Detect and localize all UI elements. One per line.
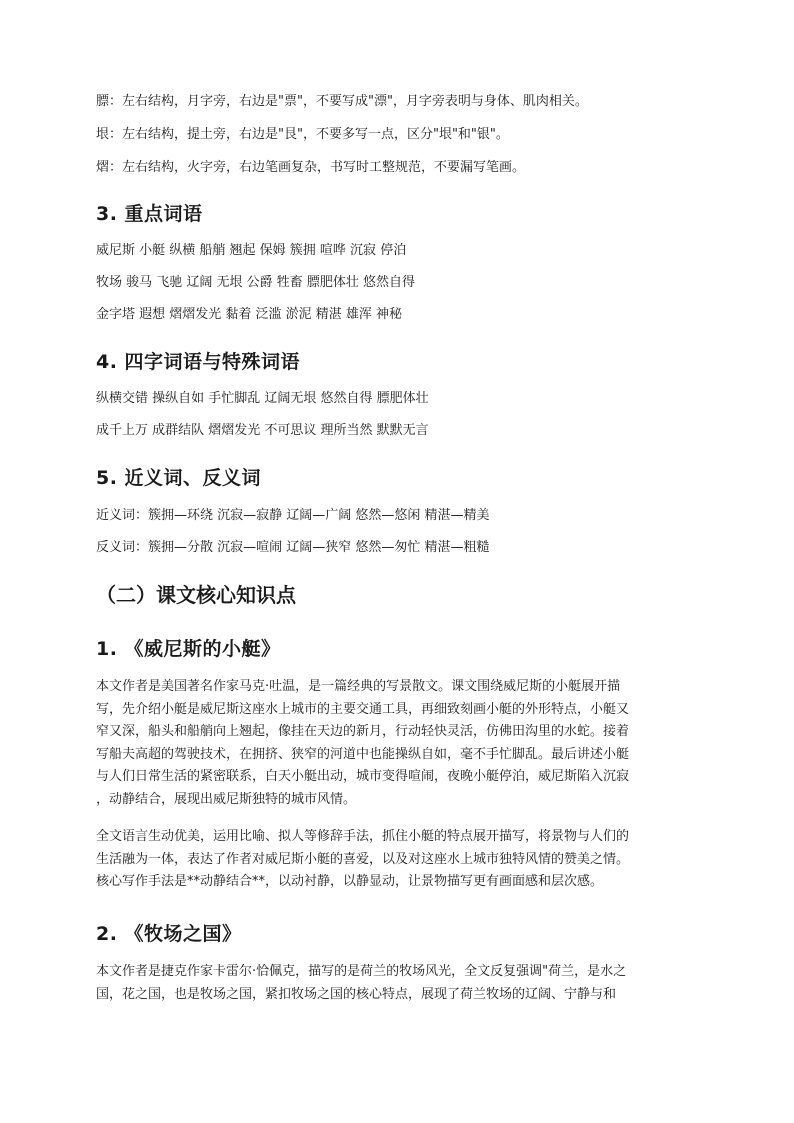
paragraph-line: 国，花之国，也是牧场之国，紧扣牧场之国的核心特点，展现了荷兰牧场的辽阔、宁静与和 bbox=[96, 986, 617, 1002]
paragraph-line: 与人们日常生活的紧密联系，白天小艇出动，城市变得喧闹，夜晚小艇停泊，威尼斯陷入沉寂 bbox=[96, 769, 630, 785]
char-note-yin: 垠：左右结构，提土旁，右边是"艮"，不要多写一点，区分"垠"和"银"。 bbox=[96, 127, 509, 142]
paragraph-line: 全文语言生动优美，运用比喻、拟人等修辞手法，抓住小艇的特点展开描写，将景物与人们的 bbox=[96, 829, 630, 844]
synonym-line: 近义词：簇拥—环绕 沉寂—寂静 辽阔—广阔 悠然—悠闲 精湛—精美 bbox=[96, 508, 490, 523]
paragraph-line: ，动静结合，展现出威尼斯独特的城市风情。 bbox=[96, 791, 357, 807]
char-note-biao: 膘：左右结构，月字旁，右边是"票"，不要写成"漂"，月字旁表明与身体、肌肉相关。 bbox=[96, 94, 588, 109]
lesson-paragraph bbox=[96, 961, 626, 1006]
lesson-heading-venice: 1. 《威尼斯的小艇》 bbox=[96, 638, 281, 660]
section-heading-key-words: 3. 重点词语 bbox=[96, 203, 203, 225]
paragraph-line: 本文作者是捷克作家卡雷尔·恰佩克，描写的是荷兰的牧场风光，全文反复强调"荷兰，是水之 bbox=[96, 964, 627, 979]
lesson-paragraph bbox=[96, 676, 629, 812]
lesson-paragraph bbox=[96, 826, 629, 894]
paragraph-line: 写，先介绍小艇是威尼斯这座水上城市的主要交通工具，再细致刻画小艇的外形特点，小艇又 bbox=[96, 701, 630, 717]
paragraph-line: 窄又深，船头和船艄向上翘起，像挂在天边的新月，行动轻快灵活，仿佛田沟里的水蛇。接着 bbox=[96, 724, 630, 740]
paragraph-line: 本文作者是美国著名作家马克·吐温，是一篇经典的写景散文。课文围绕威尼斯的小艇展开描 bbox=[96, 679, 621, 694]
word-list-line: 纵横交错 操纵自如 手忙脚乱 辽阔无垠 悠然自得 膘肥体壮 bbox=[96, 391, 429, 406]
word-list-line: 牧场 骏马 飞驰 辽阔 无垠 公爵 牲畜 膘肥体壮 悠然自得 bbox=[96, 275, 416, 290]
word-list-line: 成千上万 成群结队 熠熠发光 不可思议 理所当然 默默无言 bbox=[96, 423, 429, 438]
section-heading-four-char-words: 4. 四字词语与特殊词语 bbox=[96, 351, 301, 373]
part-heading-core-knowledge: （二）课文核心知识点 bbox=[96, 583, 296, 607]
paragraph-line: 写船夫高超的驾驶技术，在拥挤、狭窄的河道中也能操纵自如，毫不手忙脚乱。最后讲述小艇 bbox=[96, 746, 630, 762]
section-heading-synonyms-antonyms: 5. 近义词、反义词 bbox=[96, 467, 262, 489]
word-list-line: 威尼斯 小艇 纵横 船艄 翘起 保姆 簇拥 喧哗 沉寂 停泊 bbox=[96, 243, 407, 258]
paragraph-line: 生活融为一体，表达了作者对威尼斯小艇的喜爱，以及对这座水上城市独特风情的赞美之情。 bbox=[96, 851, 630, 867]
char-note-yi: 熠：左右结构，火字旁，右边笔画复杂，书写时工整规范，不要漏写笔画。 bbox=[96, 160, 526, 175]
word-list-line: 金字塔 遐想 熠熠发光 黏着 泛滥 淤泥 精湛 雄浑 神秘 bbox=[96, 307, 403, 322]
lesson-heading-pasture: 2. 《牧场之国》 bbox=[96, 923, 242, 945]
antonym-line: 反义词：簇拥—分散 沉寂—喧闹 辽阔—狭窄 悠然—匆忙 精湛—粗糙 bbox=[96, 540, 490, 555]
paragraph-line: 核心写作手法是**动静结合**，以动衬静，以静显动，让景物描写更有画面感和层次感。 bbox=[96, 874, 604, 890]
